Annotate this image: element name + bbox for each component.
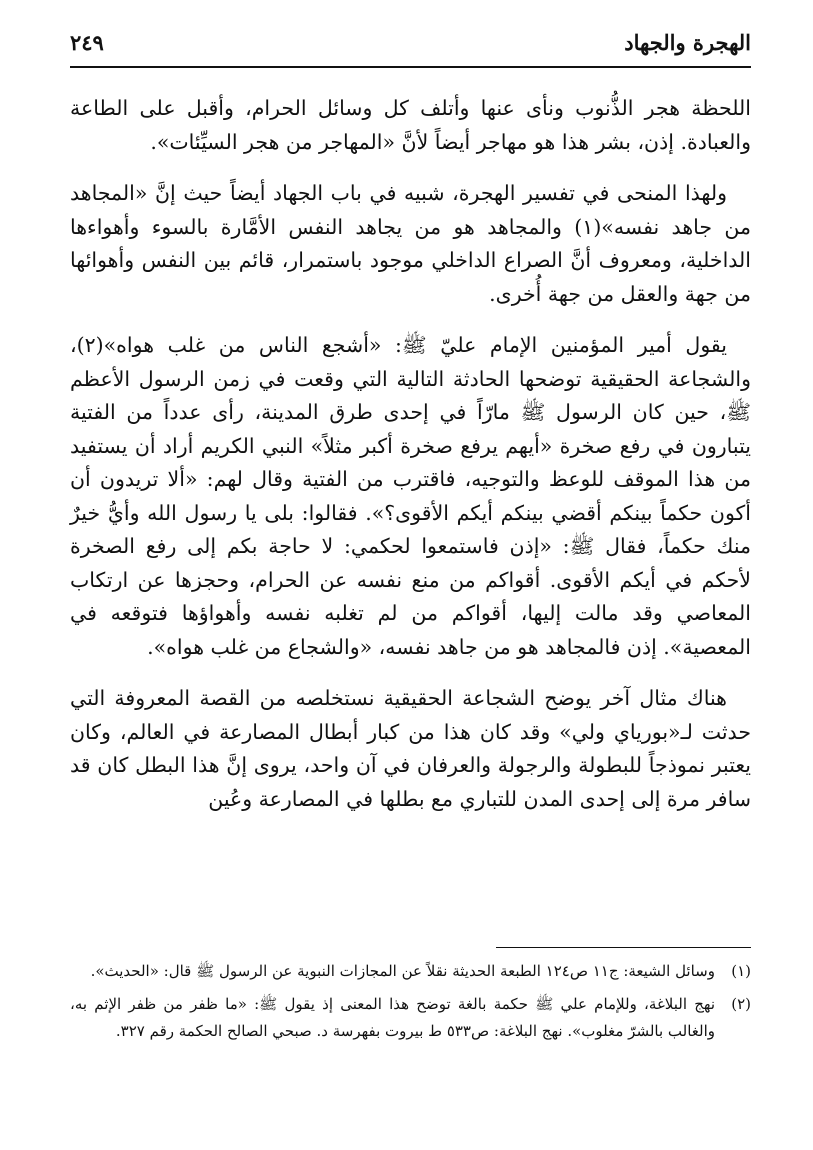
page-number: ٢٤٩ [70,30,104,55]
header-rule [70,66,751,68]
running-header [70,28,751,62]
footnote [70,991,751,1045]
footnotes [70,958,751,1051]
paragraph: ولهذا المنحى في تفسير الهجرة، شبيه في باب الجهاد أيضاً حيث إنَّ «المجاهد من جاهد نفسه»(١) والمجاهد هو من يجاهد النفس الأمَّارة بالسوء وأهواءها الداخلية، ومعروف أنَّ الصراع الداخلي موجود باستمرار، قائم بين النفس وأهوائها من جهة والعقل من جهة أُخرى. [70,181,751,306]
paragraph: هناك مثال آخر يوضح الشجاعة الحقيقية نستخلصه من القصة المعروفة التي حدثت لـ«بورياي ولي» وقد كان هذا من كبار أبطال المصارعة في العالم، وكان يعتبر نموذجاً للبطولة والرجولة والعرفان في آن واحد، يروى إنَّ هذا البطل كان قد سافر مرة إلى إحدى المدن للتباري مع بطلها في المصارعة وعُين [70,686,751,811]
footnote-text: نهج البلاغة، وللإمام علي ﷺ حكمة بالغة توضح هذا المعنى إذ يقول ﷺ: «ما ظفر من ظفر الإثم به، والغالب بالشرّ مغلوب». نهج البلاغة: ص٥٣٣ ط بيروت بفهرسة د. صبحي الصالح الحكمة رقم ٣٢٧. [70,995,715,1040]
paragraph: يقول أمير المؤمنين الإمام عليّ ﷺ: «أشجع الناس من غلب هواه»(٢)، والشجاعة الحقيقية توضحها الحادثة التالية التي وقعت في زمن الرسول الأعظم ﷺ، حين كان الرسول ﷺ مارّاً في إحدى طرق المدينة، رأى عدداً من الفتية يتبارون في رفع صخرة «أيهم يرفع صخرة أكبر مثلاً» النبي الكريم أراد أن يستفيد من هذا الموقف للوعظ والتوجيه، فاقترب من الفتية وقال لهم: «ألا تريدون أن أكون حكماً بينكم أقضي بينكم أيكم الأقوى؟». فقالوا: بلى يا رسول الله وأيُّ خيرٌ منك حكماً، فقال ﷺ: «إذن فاستمعوا لحكمي: لا حاجة بكم إلى رفع الصخرة لأحكم في أيكم الأقوى. أقواكم من منع نفسه عن الحرام، وحجزها عن ارتكاب المعاصي وقد مالت إليها، أقواكم من لم تغلبه نفسه وأهواؤها فتوقعه في المعصية». إذن فالمجاهد هو من جاهد نفسه، «والشجاع من غلب هواه». [70,333,751,659]
footnote [70,958,751,985]
main-text [70,92,751,834]
chapter-title: الهجرة والجهاد [624,30,751,55]
paragraph: اللحظة هجر الذُّنوب ونأى عنها وأتلف كل وسائل الحرام، وأقبل على الطاعة والعبادة. إذن، بشر هذا هو مهاجر أيضاً لأنَّ «المهاجر من هجر السيِّئات». [70,96,751,154]
footnote-text: وسائل الشيعة: ج١١ ص١٢٤ الطبعة الحديثة نقلاً عن المجازات النبوية عن الرسول ﷺ قال: «الحديث». [90,962,715,980]
footnote-mark: (١) [731,962,751,980]
footnote-separator [496,947,751,948]
footnote-mark: (٢) [731,995,751,1013]
